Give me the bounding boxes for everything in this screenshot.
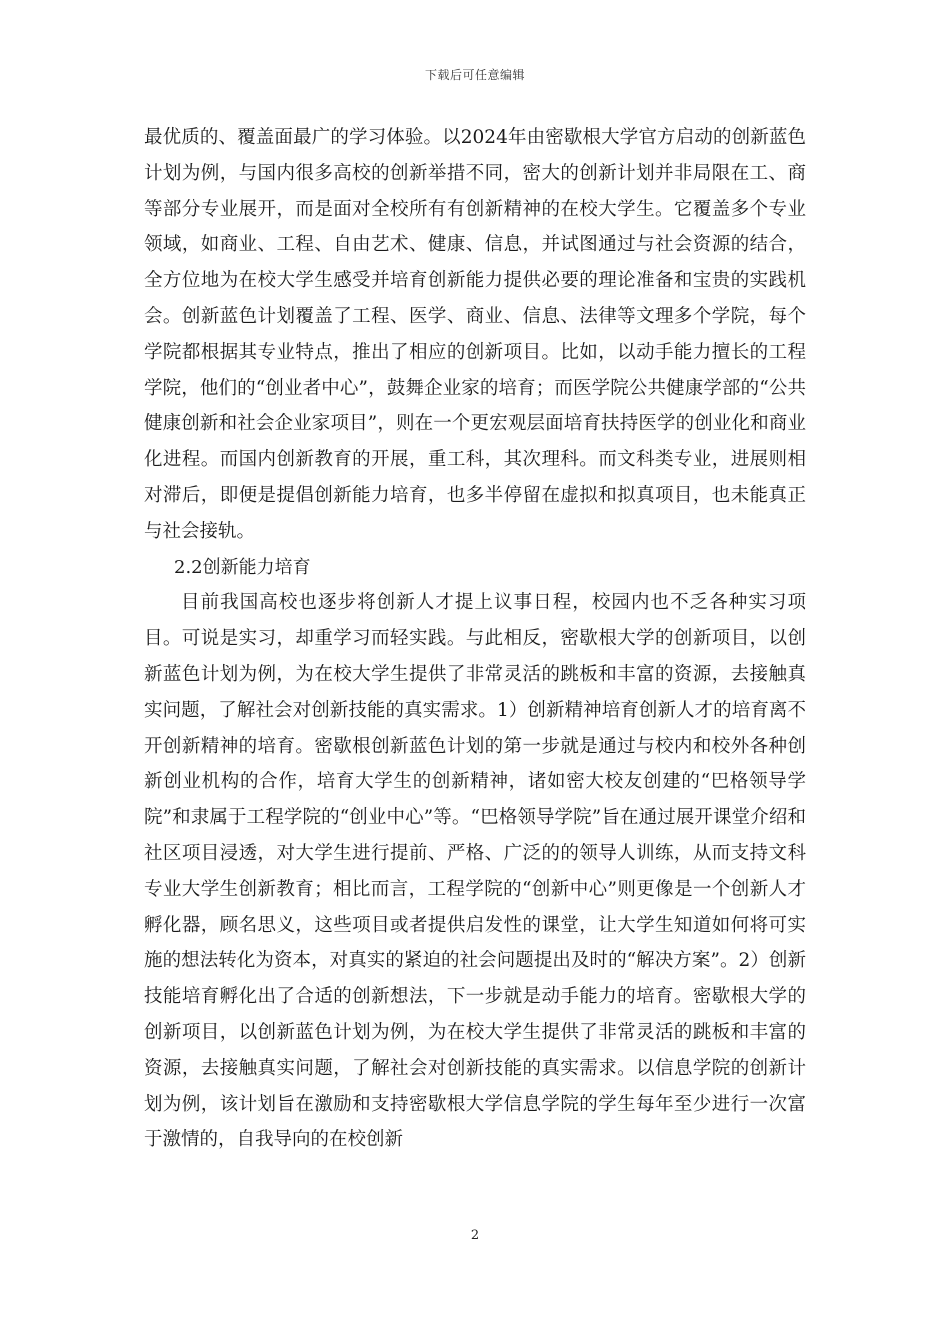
page-number: 2 xyxy=(470,1228,480,1243)
section-heading: 2.2创新能力培育 xyxy=(174,556,311,578)
paragraph-continuation: 最优质的、覆盖面最广的学习体验。以2024年由密歇根大学官方启动的创新蓝色计划为例，与国内很多高校的创新举措不同，密大的创新计划并非局限在工、商等部分专业展开，而是面对全校所有有创新精神的在校大学生。它覆盖多个专业领域，如商业、工程、自由艺术、健康、信息，并试图通过与社会资源的结合，全方位地为在校大学生感受并培育创新能力提供必要的理论准备和宝贵的实践机会。创新蓝色计划覆盖了工程、医学、商业、信息、法律等文理多个学院，每个学院都根据其专业特点，推出了相应的创新项目。比如，以动手能力擅长的工程学院，他们的“创业者中心”，鼓舞企业家的培育；而医学院公共健康学部的“公共健康创新和社会企业家项目”，则在一个更宏观层面培育扶持医学的创业化和商业化进程。而国内创新教育的开展，重工科，其次理科。而文科类专业，进展则相对滞后，即便是提倡创新能力培育，也多半停留在虚拟和拟真项目，也未能真正与社会接轨。 xyxy=(144,127,806,542)
paragraph-innovation-training: 目前我国高校也逐步将创新人才提上议事日程，校园内也不乏各种实习项目。可说是实习，却重学习而轻实践。与此相反，密歇根大学的创新项目，以创新蓝色计划为例，为在校大学生提供了非常灵活的跳板和丰富的资源，去接触真实问题，了解社会对创新技能的真实需求。1）创新精神培育创新人才的培育离不开创新精神的培育。密歇根创新蓝色计划的第一步就是通过与校内和校外各种创新创业机构的合作，培育大学生的创新精神，诸如密大校友创建的“巴格领导学院”和隶属于工程学院的“创业中心”等。“巴格领导学院”旨在通过展开课堂介绍和社区项目浸透，对大学生进行提前、严格、广泛的的领导人训练，从而支持文科专业大学生创新教育；相比而言，工程学院的“创新中心”则更像是一个创新人才孵化器，顾名思义，这些项目或者提供启发性的课堂，让大学生知道如何将可实施的想法转化为资本，对真实的紧迫的社会问题提出及时的“解决方案”。2）创新技能培育孵化出了合适的创新想法，下一步就是动手能力的培育。密歇根大学的创新项目，以创新蓝色计划为例，为在校大学生提供了非常灵活的跳板和丰富的资源，去接触真实问题，了解社会对创新技能的真实需求。以信息学院的创新计划为例，该计划旨在激励和支持密歇根大学信息学院的学生每年至少进行一次富于激情的，自我导向的在校创新 xyxy=(144,592,806,1151)
document-body xyxy=(144,120,806,1158)
page-header: 下载后可任意编辑 xyxy=(424,68,525,82)
